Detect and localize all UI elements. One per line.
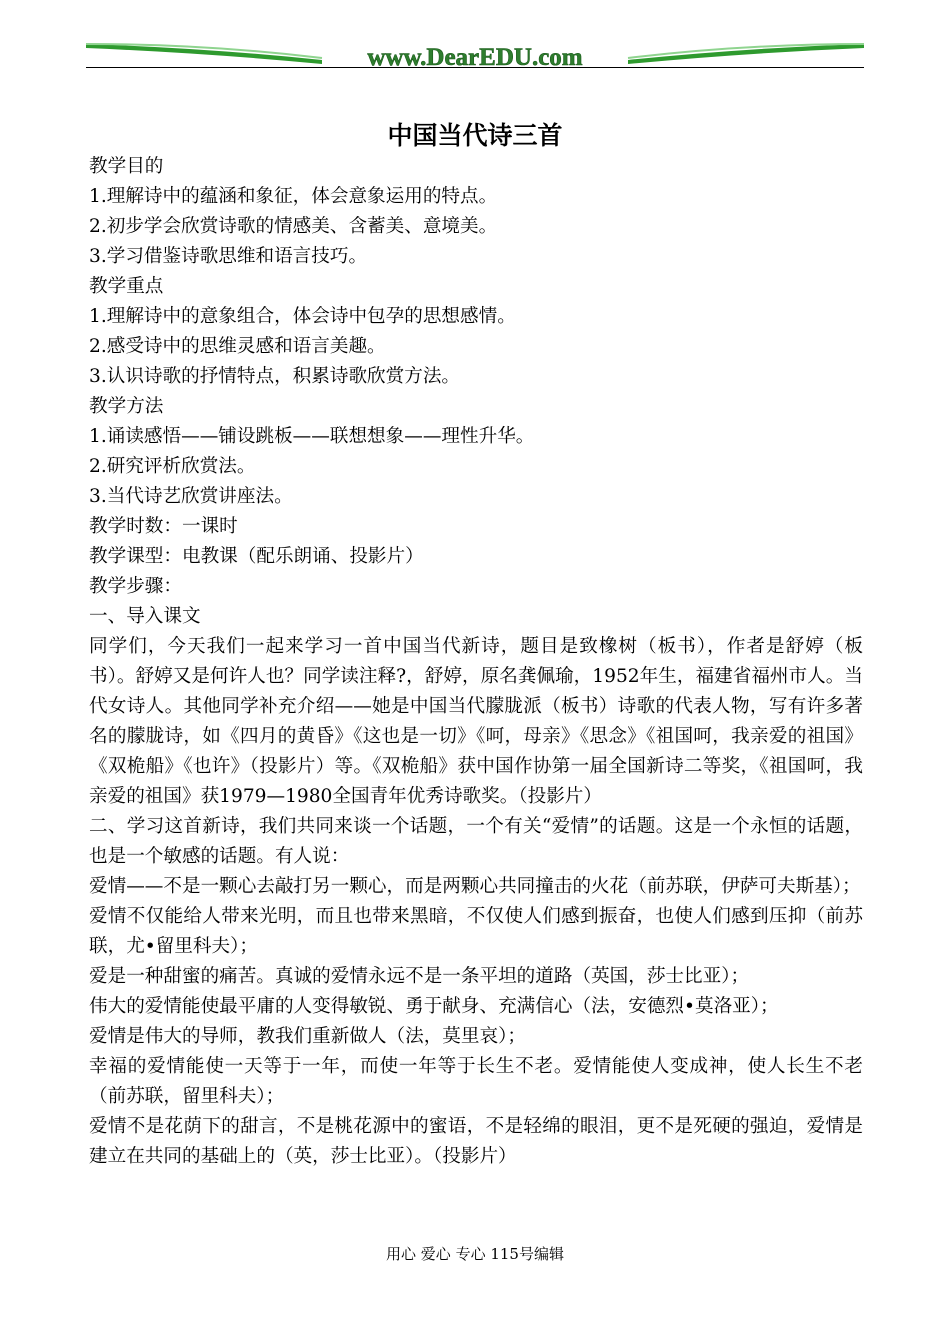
document-title: 中国当代诗三首 — [387, 121, 563, 150]
list-item: 1.诵读感悟——铺设跳板——联想想象——理性升华。 — [89, 426, 535, 447]
header-divider — [86, 67, 864, 68]
list-item: 1.理解诗中的意象组合，体会诗中包孕的思想感情。 — [89, 306, 516, 327]
body-paragraph: 同学们，今天我们一起来学习一首中国当代新诗，题目是致橡树（板书），作者是舒婷（板书）。舒婷又是何许人也？同学读注释?，舒婷，原名龚佩瑜，1952年生，福建省福州市人。当代女诗人。其他同学补充介绍——她是中国当代朦胧派（板书）诗歌的代表人物，写有许多著名的朦胧诗，如《四月的黄昏》《这也是一切》《呵，母亲》《思念》《祖国呵，我亲爱的祖国》《双桅船》《也许》（投影片）等。《双桅船》获中国作协第一届全国新诗二等奖，《祖国呵，我亲爱的祖国》获1979—1980全国青年优秀诗歌奖。（投影片） — [89, 636, 863, 807]
info-line: 教学时数：一课时 — [89, 516, 238, 537]
list-item: 3.认识诗歌的抒情特点，积累诗歌欣赏方法。 — [89, 366, 461, 387]
step-heading: 一、导入课文 — [89, 606, 201, 627]
list-item: 2.感受诗中的思维灵感和语言美趣。 — [89, 336, 386, 357]
info-line: 教学课型：电教课（配乐朗诵、投影片） — [89, 546, 424, 567]
quote-paragraph: 爱情——不是一颗心去敲打另一颗心，而是两颗心共同撞击的火花（前苏联，伊萨可夫斯基）； — [89, 876, 861, 897]
section-heading: 教学重点 — [89, 276, 164, 297]
list-item: 2.初步学会欣赏诗歌的情感美、含蓄美、意境美。 — [89, 216, 498, 237]
section-heading: 教学方法 — [89, 396, 164, 417]
quote-paragraph: 爱是一种甜蜜的痛苦。真诚的爱情永远不是一条平坦的道路（英国，莎士比亚）； — [89, 966, 750, 987]
quote-paragraph: 爱情是伟大的导师，教我们重新做人（法，莫里哀）； — [89, 1026, 526, 1047]
section-heading: 教学步骤： — [89, 576, 182, 597]
quote-paragraph: 幸福的爱情能使一天等于一年，而使一年等于长生不老。爱情能使人变成神，使人长生不老（前苏联，留里科夫）； — [89, 1056, 863, 1107]
site-logo: www.DearEDU.com — [367, 44, 583, 71]
document-body — [89, 152, 863, 1172]
list-item: 3.当代诗艺欣赏讲座法。 — [89, 486, 293, 507]
page-footer: 用心 爱心 专心 115号编辑 — [386, 1245, 564, 1263]
section-heading: 教学目的 — [89, 156, 164, 177]
list-item: 3.学习借鉴诗歌思维和语言技巧。 — [89, 246, 368, 267]
list-item: 2.研究评析欣赏法。 — [89, 456, 256, 477]
quote-paragraph: 伟大的爱情能使最平庸的人变得敏锐、勇于献身、充满信心（法，安德烈•莫洛亚）； — [89, 996, 779, 1017]
quote-paragraph: 爱情不仅能给人带来光明，而且也带来黑暗，不仅使人们感到振奋，也使人们感到压抑（前苏联，尤•留里科夫）； — [89, 906, 863, 957]
list-item: 1.理解诗中的蕴涵和象征，体会意象运用的特点。 — [89, 186, 498, 207]
body-paragraph: 二、学习这首新诗，我们共同来谈一个话题，一个有关“爱情”的话题。这是一个永恒的话题，也是一个敏感的话题。有人说： — [89, 816, 863, 867]
quote-paragraph: 爱情不是花荫下的甜言，不是桃花源中的蜜语，不是轻绵的眼泪，更不是死硬的强迫，爱情是建立在共同的基础上的（英，莎士比亚）。（投影片） — [89, 1116, 863, 1167]
